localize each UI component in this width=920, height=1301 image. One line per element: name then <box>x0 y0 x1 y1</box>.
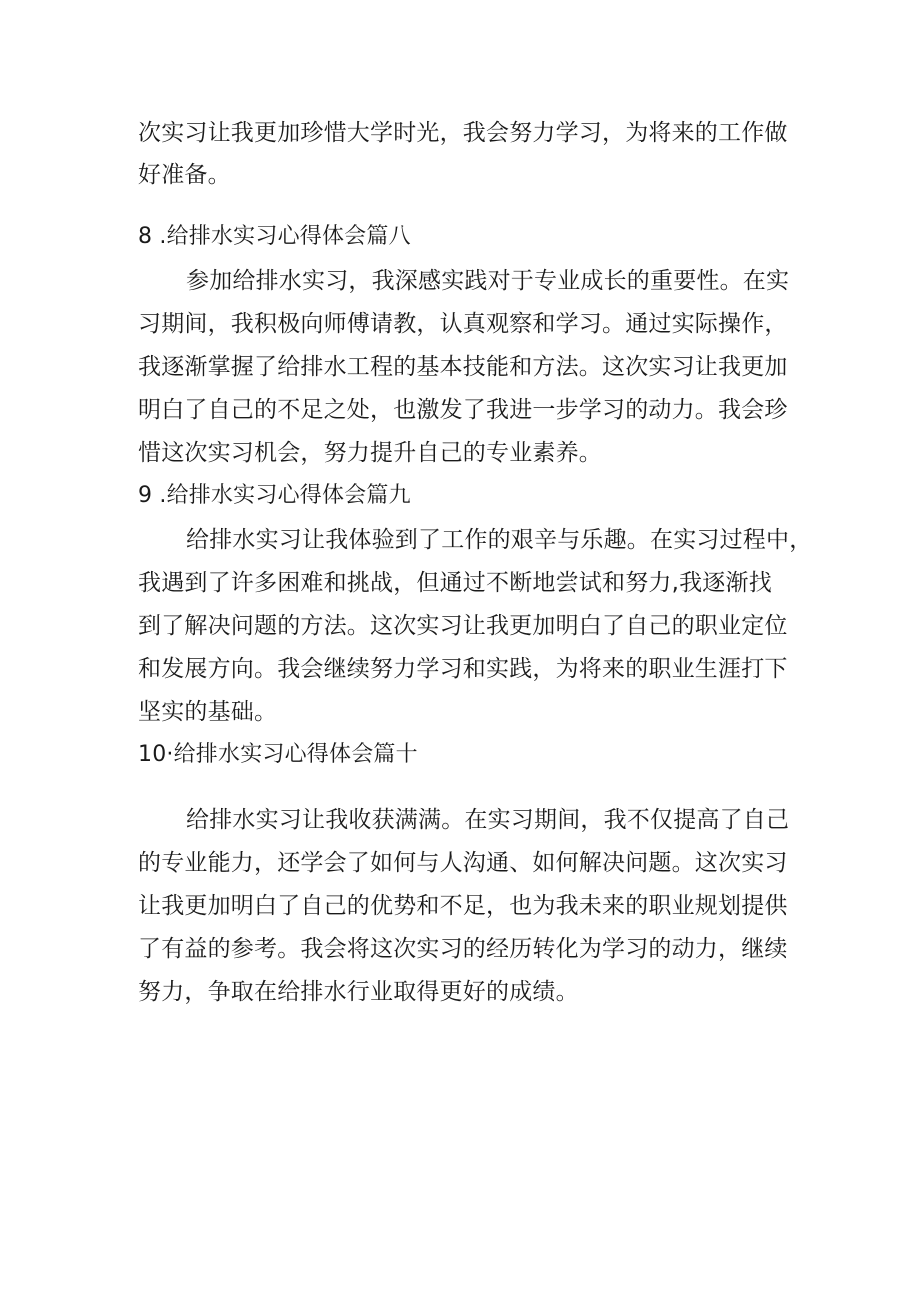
paragraph-line: 给排水实习让我收获满满。在实习期间，我不仅提高了自己 <box>186 807 790 833</box>
section-heading: 8 .给排水实习心得体会篇八 <box>138 224 411 249</box>
paragraph-line: 惜这次实习机会，努力提升自己的专业素养。 <box>138 440 602 466</box>
paragraph-line: 习期间，我积极向师傅请教，认真观察和学习。通过实际操作， <box>138 311 788 337</box>
paragraph-line: 到了解决问题的方法。这次实习让我更加明白了自己的职业定位 <box>138 613 788 639</box>
paragraph-line: 明白了自己的不足之处，也激发了我进一步学习的动力。我会珍 <box>138 397 788 423</box>
paragraph-line: 让我更加明白了自己的优势和不足，也为我未来的职业规划提供 <box>138 893 788 919</box>
paragraph-line: 努力，争取在给排水行业取得更好的成绩。 <box>138 979 579 1005</box>
paragraph-line: 好准备。 <box>138 162 231 188</box>
paragraph-line: 坚实的基础。 <box>138 699 278 725</box>
paragraph-line: 我遇到了许多困难和挑战，但通过不断地尝试和努力,我逐渐找 <box>138 570 772 596</box>
paragraph-line: 和发展方向。我会继续努力学习和实践，为将来的职业生涯打下 <box>138 656 788 682</box>
section-heading: 10·给排水实习心得体会篇十 <box>138 742 418 767</box>
paragraph-line: 参加给排水实习，我深感实践对于专业成长的重要性。在实 <box>186 268 790 294</box>
paragraph-line: 的专业能力，还学会了如何与人沟通、如何解决问题。这次实习 <box>138 850 788 876</box>
paragraph-line: 次实习让我更加珍惜大学时光，我会努力学习，为将来的工作做 <box>138 120 788 146</box>
paragraph-line: 了有益的参考。我会将这次实习的经历转化为学习的动力，继续 <box>138 936 788 962</box>
section-heading: 9 .给排水实习心得体会篇九 <box>138 483 411 508</box>
paragraph-line: 我逐渐掌握了给排水工程的基本技能和方法。这次实习让我更加 <box>138 354 788 380</box>
paragraph-line: 给排水实习让我体验到了工作的艰辛与乐趣。在实习过程中， <box>186 527 813 553</box>
